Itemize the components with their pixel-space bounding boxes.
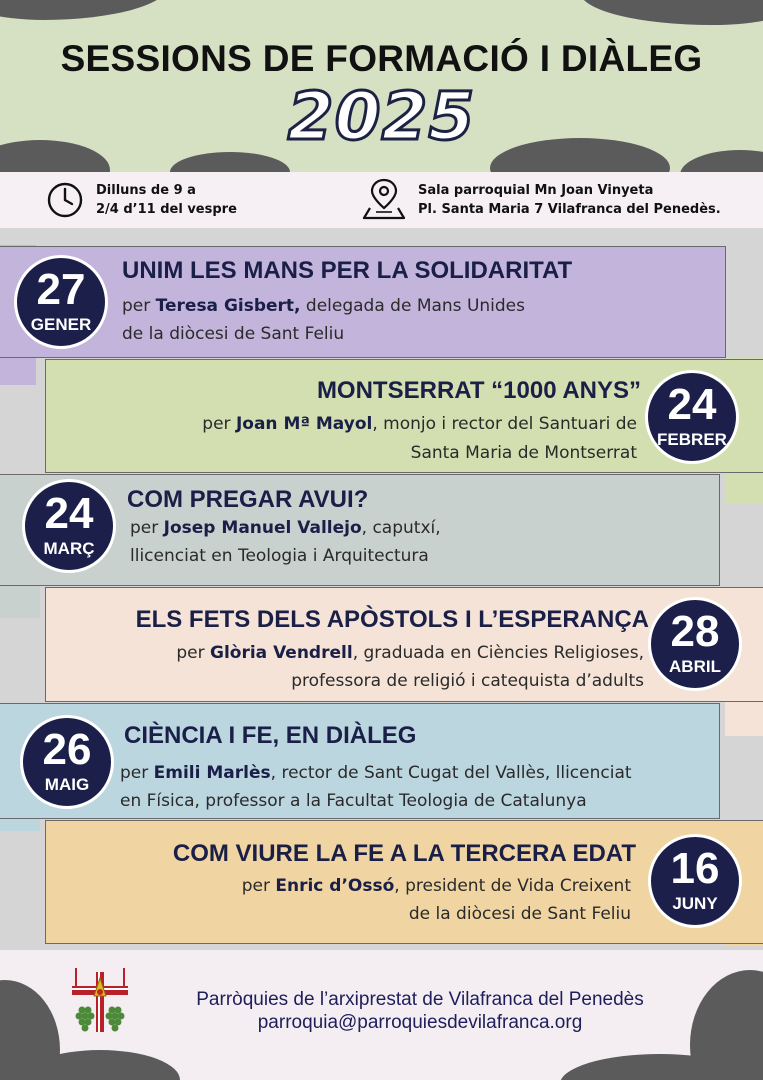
time-line1: Dilluns de 9 a xyxy=(96,183,196,198)
decor-blob xyxy=(580,0,763,25)
date-badge xyxy=(648,834,742,928)
badge-month: MAIG xyxy=(44,775,90,794)
badge-day: 16 xyxy=(670,844,720,893)
badge-month: ABRIL xyxy=(669,657,721,676)
footer-parishes: Parròquies de l’arxiprestat de Vilafranca del Penedès xyxy=(196,989,644,1010)
date-badge xyxy=(22,479,116,573)
footer-email[interactable]: parroquia@parroquiesdevilafranca.org xyxy=(257,1012,583,1033)
clock-icon xyxy=(46,181,84,219)
time-info xyxy=(96,181,237,219)
date-badge xyxy=(648,597,742,691)
session-title: MONTSERRAT “1000 ANYS” xyxy=(316,377,641,404)
session-speaker-line: per Glòria Vendrell, graduada en Ciències Religioses, xyxy=(176,643,644,663)
badge-day: 28 xyxy=(670,607,720,656)
badge-month: JUNY xyxy=(672,894,718,913)
session-speaker-line: per Enric d’Ossó, president de Vida Creixent xyxy=(241,876,631,896)
badge-month: GENER xyxy=(30,315,92,334)
time-line2: 2/4 d’11 del vespre xyxy=(96,202,237,217)
badge-day: 24 xyxy=(667,380,717,429)
session-speaker-line: per Teresa Gisbert, delegada de Mans Unides xyxy=(122,296,525,316)
badge-month: FEBRER xyxy=(657,430,727,449)
session-title: ELS FETS DELS APÒSTOLS I L’ESPERANÇA xyxy=(135,606,649,633)
session-title: COM PREGAR AVUI? xyxy=(127,486,369,513)
date-badge xyxy=(14,255,108,349)
session-detail-line: de la diòcesi de Sant Feliu xyxy=(408,904,631,924)
session-title: COM VIURE LA FE A LA TERCERA EDAT xyxy=(172,840,636,867)
badge-day: 26 xyxy=(42,725,92,774)
session-title: UNIM LES MANS PER LA SOLIDARITAT xyxy=(122,257,573,284)
parish-emblem-icon xyxy=(68,966,132,1046)
place-line1: Sala parroquial Mn Joan Vinyeta xyxy=(418,183,654,198)
place-info xyxy=(418,181,721,219)
decor-blob xyxy=(170,152,290,172)
page-title: SESSIONS DE FORMACIÓ I DIÀLEG xyxy=(60,38,703,79)
map-pin-icon xyxy=(362,176,406,222)
place-line2: Pl. Santa Maria 7 Vilafranca del Penedès. xyxy=(418,202,721,217)
badge-month: MARÇ xyxy=(43,539,95,558)
badge-day: 24 xyxy=(44,489,94,538)
session-detail-line: Santa Maria de Montserrat xyxy=(410,443,637,463)
year-title: 2025 xyxy=(287,78,476,155)
badge-day: 27 xyxy=(36,265,86,314)
date-badge xyxy=(645,370,739,464)
session-speaker-line: per Emili Marlès, rector de Sant Cugat del Vallès, llicenciat xyxy=(120,763,632,783)
date-badge xyxy=(20,715,114,809)
session-detail-line: en Física, professor a la Facultat Teologia de Catalunya xyxy=(120,791,587,811)
session-speaker-line: per Joan Mª Mayol, monjo i rector del Santuari de xyxy=(202,414,637,434)
session-speaker-line: per Josep Manuel Vallejo, caputxí, xyxy=(130,518,441,538)
session-detail-line: llicenciat en Teologia i Arquitectura xyxy=(130,546,429,566)
session-title: CIÈNCIA I FE, EN DIÀLEG xyxy=(124,722,417,749)
session-detail-line: de la diòcesi de Sant Feliu xyxy=(122,324,345,344)
session-detail-line: professora de religió i catequista d’adults xyxy=(291,671,644,691)
decor-blob xyxy=(0,0,170,20)
header xyxy=(0,0,763,172)
